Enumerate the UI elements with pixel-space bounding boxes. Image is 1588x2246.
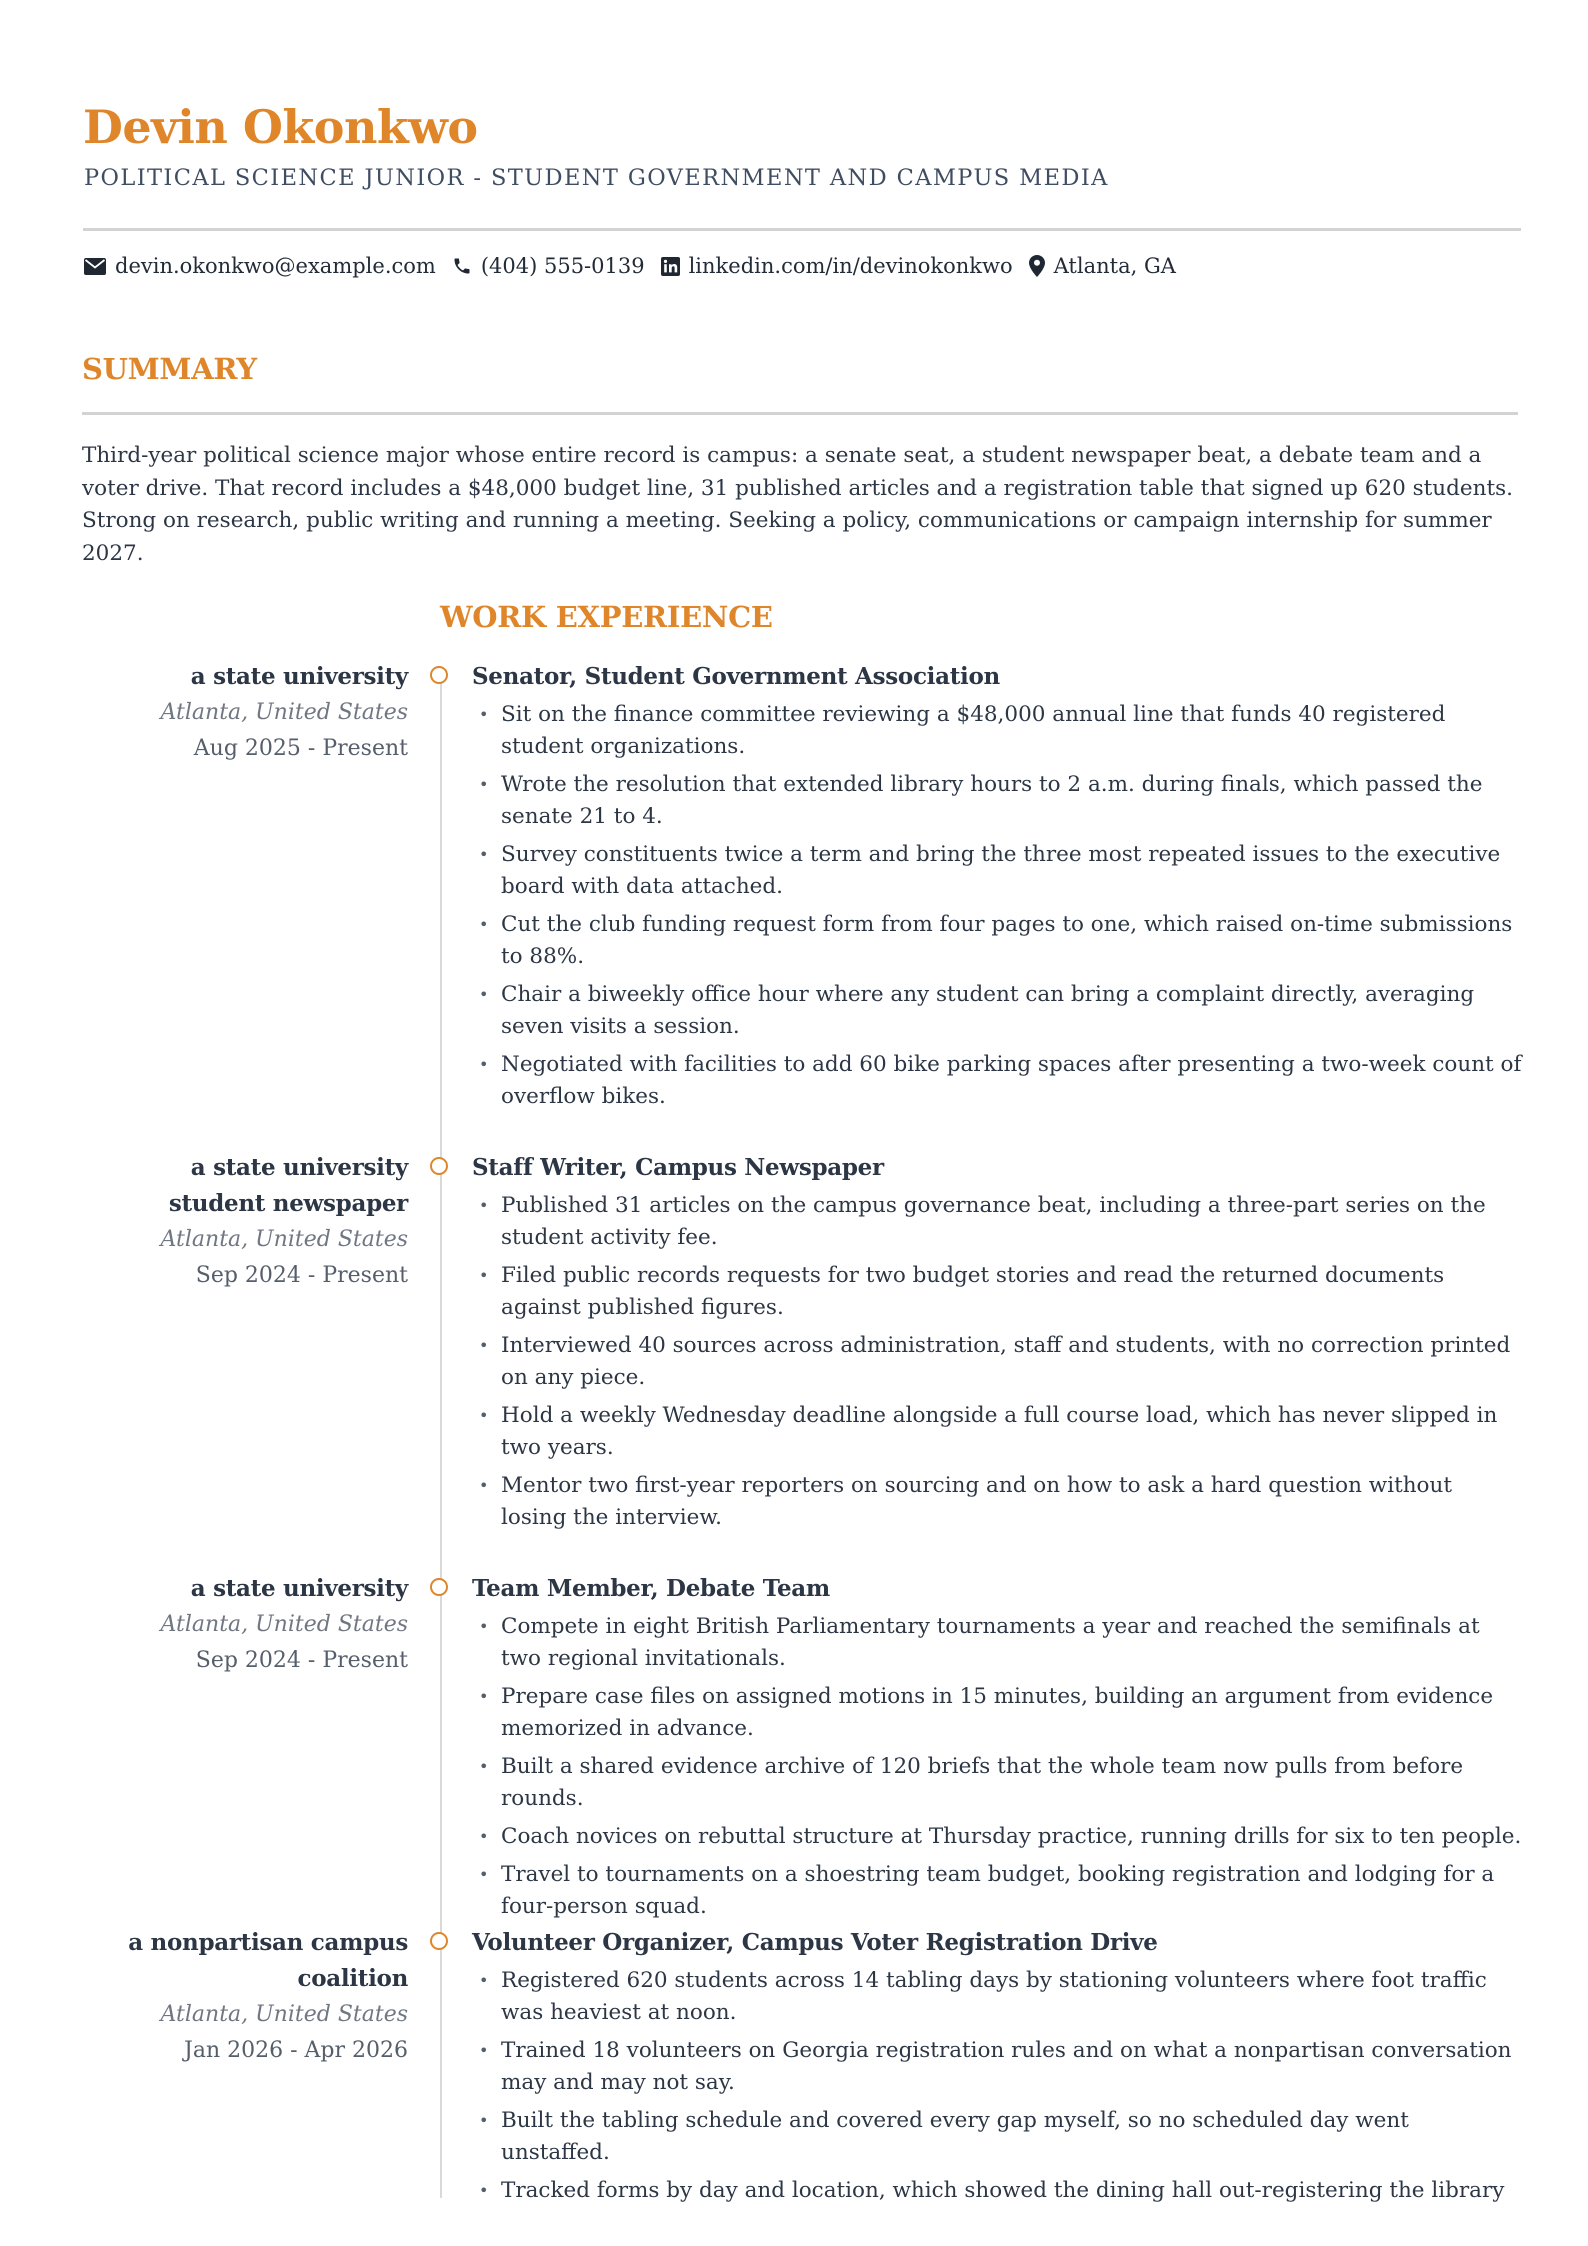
- candidate-name: Devin Okonkwo: [83, 100, 478, 154]
- job-role: Senator, Student Government Association: [472, 663, 1000, 690]
- timeline-dot: [430, 1932, 448, 1950]
- summary-heading: SUMMARY: [82, 352, 257, 386]
- job-bullet: • Hold a weekly Wednesday deadline alongside a full course load, which has never slipped in two years.: [472, 1400, 1522, 1464]
- job-bullet: • Built a shared evidence archive of 120 briefs that the whole team now pulls from before rounds.: [472, 1751, 1522, 1815]
- job-bullet: • Prepare case files on assigned motions in 15 minutes, building an argument from evidence memorized in advance.: [472, 1681, 1522, 1745]
- contact-linkedin-text: linkedin.com/in/devinokonkwo: [688, 254, 1013, 278]
- job-bullet: • Coach novices on rebuttal structure at Thursday practice, running drills for six to ten people.: [472, 1821, 1522, 1853]
- job-bullet: • Chair a biweekly office hour where any student can bring a complaint directly, averaging seven visits a session.: [472, 979, 1522, 1043]
- timeline-dot: [430, 1157, 448, 1175]
- phone-icon: [452, 256, 472, 276]
- envelope-icon: [84, 258, 106, 275]
- job-bullet: • Cut the club funding request form from four pages to one, which raised on-time submissions to 88%.: [472, 909, 1522, 973]
- contact-email[interactable]: [84, 254, 436, 278]
- timeline-dot: [430, 666, 448, 684]
- contact-phone-text: (404) 555-0139: [480, 254, 645, 278]
- job-bullet: • Survey constituents twice a term and bring the three most repeated issues to the executive board with data attached.: [472, 839, 1522, 903]
- timeline-dot: [430, 1578, 448, 1596]
- job-dates: Sep 2024 - Present: [195, 1263, 408, 1288]
- header-divider: [83, 228, 1521, 231]
- contact-email-text: devin.okonkwo@example.com: [115, 254, 436, 278]
- timeline-line: [440, 676, 442, 2198]
- work-experience-heading: WORK EXPERIENCE: [440, 600, 773, 634]
- job-details: [472, 1150, 1522, 1540]
- job-details: [472, 1925, 1522, 2213]
- job-meta: [108, 1571, 408, 1679]
- job-bullets: [472, 1190, 1522, 1534]
- summary-paragraph: Third-year political science major whose entire record is campus: a senate seat, a student newspaper beat, a debate team and a voter drive. That record includes a $48,000 budget line, 31 published articles and a registration table that signed up 620 students. Strong on research, public writing and running a meeting. Seeking a policy, communications or campaign internship for summer 2027.: [82, 443, 1513, 566]
- job-bullets: [472, 1611, 1522, 1923]
- job-details: [472, 659, 1522, 1119]
- contact-linkedin[interactable]: [661, 254, 1013, 278]
- job-bullet: • Trained 18 volunteers on Georgia registration rules and on what a nonpartisan conversation may and may not say.: [472, 2035, 1522, 2099]
- job-dates: Aug 2025 - Present: [193, 736, 408, 761]
- candidate-headline: POLITICAL SCIENCE JUNIOR - STUDENT GOVERNMENT AND CAMPUS MEDIA: [84, 165, 1109, 191]
- job-bullet: • Published 31 articles on the campus governance beat, including a three-part series on the student activity fee.: [472, 1190, 1522, 1254]
- contact-location: [1029, 254, 1176, 278]
- job-location: Atlanta, United States: [160, 2002, 408, 2027]
- job-role: Staff Writer, Campus Newspaper: [472, 1154, 884, 1181]
- job-bullet: • Mentor two first-year reporters on sourcing and on how to ask a hard question without losing the interview.: [472, 1470, 1522, 1534]
- job-dates: Sep 2024 - Present: [195, 1648, 408, 1673]
- job-meta: [108, 1925, 408, 2069]
- job-dates: Jan 2026 - Apr 2026: [184, 2038, 408, 2063]
- job-meta: [108, 1150, 408, 1294]
- job-bullet: • Filed public records requests for two budget stories and read the returned documents against published figures.: [472, 1260, 1522, 1324]
- job-role: Team Member, Debate Team: [472, 1575, 830, 1602]
- job-location: Atlanta, United States: [160, 1612, 408, 1637]
- job-bullet: • Interviewed 40 sources across administration, staff and students, with no correction printed on any piece.: [472, 1330, 1522, 1394]
- job-location: Atlanta, United States: [160, 700, 408, 725]
- contact-phone[interactable]: [452, 254, 645, 278]
- job-bullet: • Negotiated with facilities to add 60 bike parking spaces after presenting a two-week count of overflow bikes.: [472, 1049, 1522, 1113]
- job-bullet: • Wrote the resolution that extended library hours to 2 a.m. during finals, which passed the senate 21 to 4.: [472, 769, 1522, 833]
- job-bullet: • Registered 620 students across 14 tabling days by stationing volunteers where foot traffic was heaviest at noon.: [472, 1965, 1522, 2029]
- job-bullets: [472, 1965, 1522, 2207]
- job-bullet: • Travel to tournaments on a shoestring team budget, booking registration and lodging for a four-person squad.: [472, 1859, 1522, 1923]
- job-bullet: • Tracked forms by day and location, which showed the dining hall out-registering the library: [472, 2175, 1522, 2207]
- job-bullet: • Sit on the finance committee reviewing a $48,000 annual line that funds 40 registered student organizations.: [472, 699, 1522, 763]
- job-bullet: • Compete in eight British Parliamentary tournaments a year and reached the semifinals at two regional invitationals.: [472, 1611, 1522, 1675]
- job-role: Volunteer Organizer, Campus Voter Registration Drive: [472, 1929, 1158, 1956]
- job-location: Atlanta, United States: [160, 1227, 408, 1252]
- contact-location-text: Atlanta, GA: [1053, 254, 1176, 278]
- job-details: [472, 1571, 1522, 1929]
- job-organization: a state university: [190, 1575, 408, 1602]
- job-bullet: • Built the tabling schedule and covered every gap myself, so no scheduled day went unstaffed.: [472, 2105, 1522, 2169]
- job-bullets: [472, 699, 1522, 1113]
- job-meta: [108, 659, 408, 767]
- contact-bar: [84, 250, 1192, 282]
- job-organization: a state university: [190, 663, 408, 690]
- job-organization: a nonpartisan campus coalition: [128, 1929, 408, 1992]
- job-organization: a state university student newspaper: [168, 1154, 408, 1217]
- summary-divider: [82, 412, 1518, 415]
- linkedin-icon: [661, 257, 680, 276]
- map-pin-icon: [1029, 255, 1045, 277]
